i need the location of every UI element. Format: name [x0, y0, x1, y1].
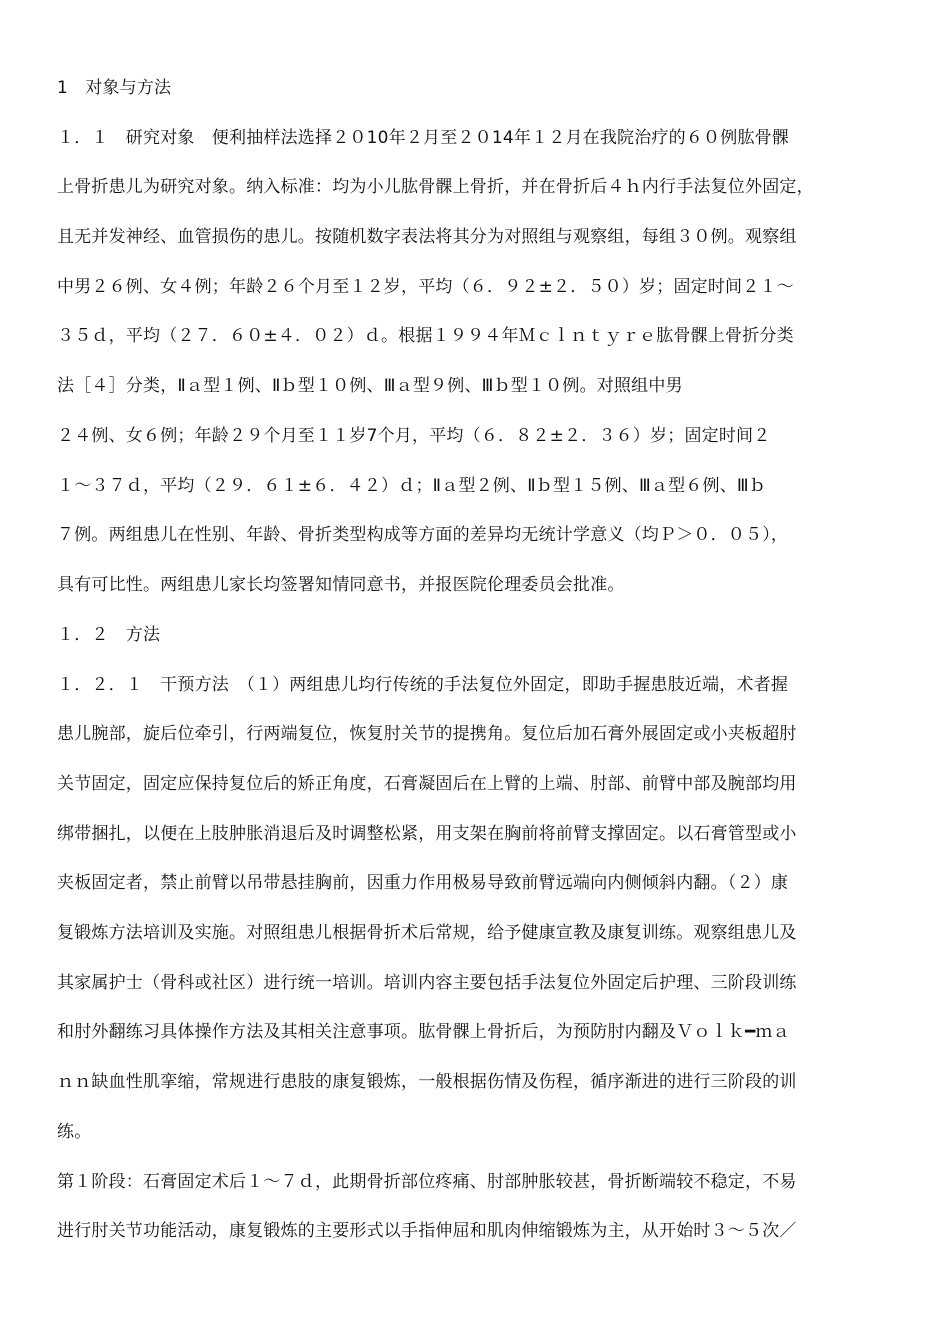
paragraph-line: １．２．１ 干预方法 （１）两组患儿均行传统的手法复位外固定，即助手握患肢近端，术者握 [57, 675, 789, 695]
paragraph-line: 其家属护士（骨科或社区）进行统一培训。培训内容主要包括手法复位外固定后护理、三阶段训练 [57, 973, 797, 993]
paragraph-line: ２４例、女６例；年龄２９个月至１１岁7个月，平均（６．８２±２．３６）岁；固定时间２ [57, 426, 771, 446]
paragraph-line: 和肘外翻练习具体操作方法及其相关注意事项。肱骨髁上骨折后，为预防肘内翻及Ｖｏｌｋ━ｍａ [57, 1022, 790, 1042]
paragraph-line: ７例。两组患儿在性别、年龄、骨折类型构成等方面的差异均无统计学意义（均Ｐ＞０．０５）， [57, 525, 789, 545]
paragraph-line: 进行肘关节功能活动，康复锻炼的主要形式以手指伸屈和肌肉伸缩锻炼为主，从开始时３～５次／ [57, 1221, 797, 1241]
paragraph-line: 上骨折患儿为研究对象。纳入标准：均为小儿肱骨髁上骨折，并在骨折后４ｈ内行手法复位外固定， [57, 177, 814, 197]
paragraph-line: 夹板固定者，禁止前臂以吊带悬挂胸前，因重力作用极易导致前臂远端向内侧倾斜内翻。（２）康 [57, 873, 789, 893]
subsection-heading: １．２ 方法 [57, 625, 161, 645]
paragraph-line: １～３７ｄ，平均（２９．６１±６．４２）ｄ；Ⅱａ型２例、Ⅱｂ型１５例、Ⅲａ型６例、Ⅲｂ [57, 476, 767, 496]
paragraph-line: 法［４］分类，Ⅱａ型１例、Ⅱｂ型１０例、Ⅲａ型９例、Ⅲｂ型１０例。对照组中男 [57, 376, 683, 396]
paragraph-line: １．１ 研究对象 便利抽样法选择２０10年２月至２０14年１２月在我院治疗的６０例肱骨髁 [57, 128, 790, 148]
paragraph-line: 患儿腕部，旋后位牵引，行两端复位，恢复肘关节的提携角。复位后加石膏外展固定或小夹板超肘 [57, 724, 797, 744]
paragraph-line: ｎｎ缺血性肌挛缩，常规进行患肢的康复锻炼，一般根据伤情及伤程，循序渐进的进行三阶段的训 [57, 1072, 797, 1092]
paragraph-line: 第１阶段：石膏固定术后１～７ｄ，此期骨折部位疼痛、肘部肿胀较甚，骨折断端较不稳定，不易 [57, 1172, 797, 1192]
paragraph-line: 中男２６例、女４例；年龄２６个月至１２岁，平均（６．９２±２．５０）岁；固定时间２１～ [57, 277, 794, 297]
paragraph-line: 绑带捆扎，以便在上肢肿胀消退后及时调整松紧，用支架在胸前将前臂支撑固定。以石膏管型或小 [57, 824, 797, 844]
paragraph-line: ３５ｄ，平均（２７．６０±４．０２）ｄ。根据１９９４年Ｍｃｌｎｔｙｒｅ肱骨髁上骨折分类 [57, 326, 794, 346]
paragraph-line: 且无并发神经、血管损伤的患儿。按随机数字表法将其分为对照组与观察组，每组３０例。观察组 [57, 227, 797, 247]
paragraph-line: 具有可比性。两组患儿家长均签署知情同意书，并报医院伦理委员会批准。 [57, 575, 625, 595]
paragraph-line: 关节固定，固定应保持复位后的矫正角度，石膏凝固后在上臂的上端、肘部、前臂中部及腕部均用 [57, 774, 797, 794]
section-heading: 1 对象与方法 [57, 78, 172, 98]
paragraph-line: 练。 [57, 1122, 92, 1142]
paragraph-line: 复锻炼方法培训及实施。对照组患儿根据骨折术后常规，给予健康宣教及康复训练。观察组患儿及 [57, 923, 797, 943]
